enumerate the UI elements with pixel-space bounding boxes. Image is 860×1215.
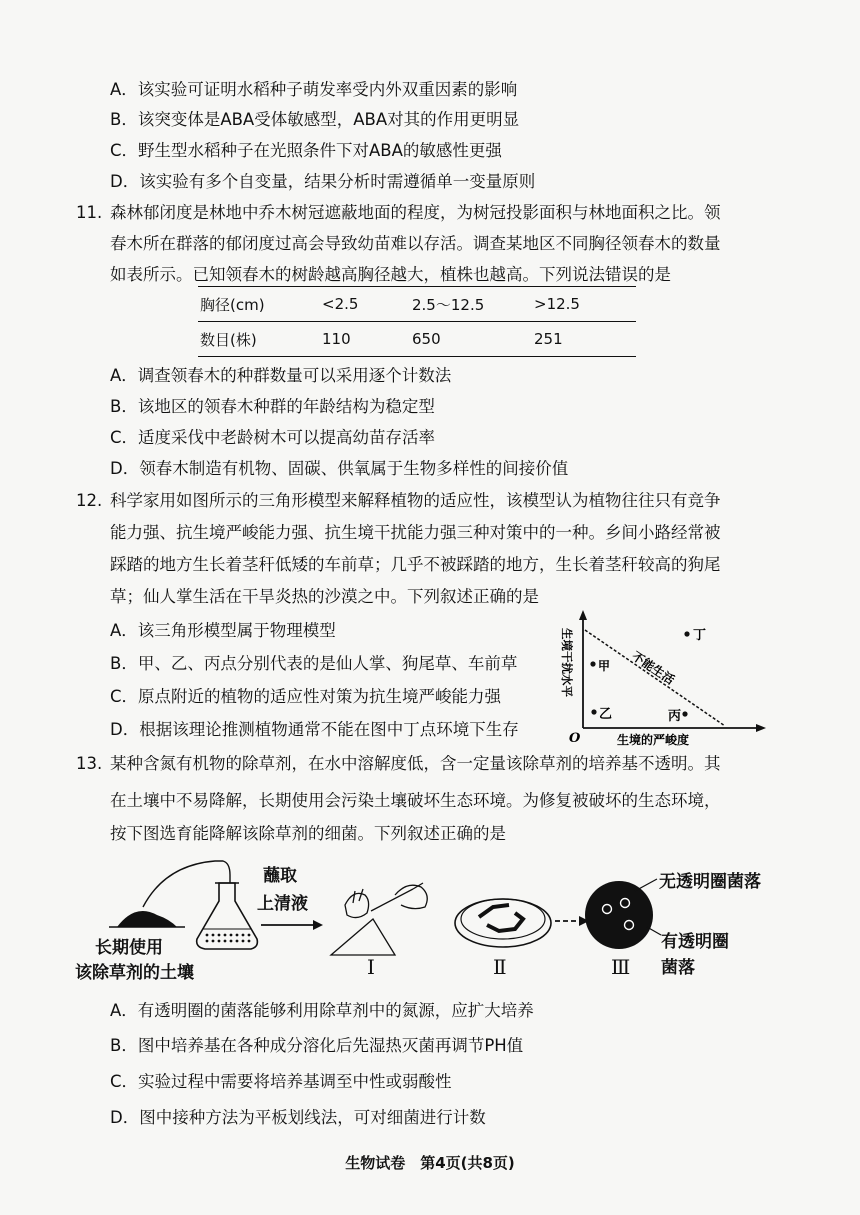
table-cell: 数目(株) (198, 322, 320, 357)
q11-stem-line-2: 春木所在群落的郁闭度过高会导致幼苗难以存活。调查某地区不同胸径领春木的数量 (110, 234, 721, 253)
q11-table (198, 286, 636, 357)
stage-label-2: Ⅱ (493, 955, 507, 979)
y-axis-label: 生境干扰水平 (560, 628, 574, 697)
table-header-cell: 2.5～12.5 (410, 287, 532, 322)
q12-option-d: D．根据该理论推测植物通常不能在图中丁点环境下生存 (110, 720, 519, 739)
q11-option-b: B．该地区的领春木种群的年龄结构为稳定型 (110, 397, 435, 416)
q12-option-c: C．原点附近的植物的适应性对策为抗生境严峻能力强 (110, 687, 502, 706)
q11-stem-line-1: 11. 森林郁闭度是林地中乔木树冠遮蔽地面的程度，为树冠投影面积与林地面积之比。领 (76, 203, 721, 222)
table-cell: 110 (320, 322, 410, 357)
soil-mound-icon (117, 911, 177, 927)
table-header-cell: <2.5 (320, 287, 410, 322)
q11-option-c: C．适度采伐中老龄树木可以提高幼苗存活率 (110, 428, 436, 447)
point-ding (684, 631, 689, 636)
q12-stem-line-3: 踩踏的地方生长着茎秆低矮的车前草；几乎不被踩踏的地方，生长着茎秆较高的狗尾 (110, 555, 721, 574)
q11-option-a: A．调查领春木的种群数量可以采用逐个计数法 (110, 366, 452, 385)
point-ding-label: 丁 (693, 628, 707, 643)
streaking-hands-icon (331, 883, 427, 955)
stage-label-1: Ⅰ (367, 955, 375, 979)
colony-plate-icon (585, 881, 653, 949)
q12-option-b: B．甲、乙、丙点分别代表的是仙人掌、狗尾草、车前草 (110, 654, 518, 673)
pointer-halo (647, 927, 661, 935)
soil-label-1: 长期使用 (95, 938, 163, 958)
q12-stem-line-1: 12. 科学家用如图所示的三角形模型来解释植物的适应性，该模型认为植物往往只有竞争 (76, 491, 721, 510)
point-bing (682, 711, 687, 716)
q12-number: 12. (76, 491, 103, 510)
page-footer: 生物试卷 第4页(共8页) (345, 1154, 515, 1172)
step-label-2: 上清液 (257, 894, 308, 914)
point-yi-label: 乙 (599, 707, 613, 722)
stage-label-3: Ⅲ (611, 955, 631, 979)
q10-option-a: A．该实验可证明水稻种子萌发率受内外双重因素的影响 (110, 80, 518, 99)
q13-number: 13. (76, 754, 103, 773)
x-axis-label: 生境的严峻度 (617, 733, 690, 747)
table-header-cell: >12.5 (532, 287, 636, 322)
petri-dish-streak-icon (455, 899, 551, 947)
q13-option-d: D．图中接种方法为平板划线法，可对细菌进行计数 (110, 1108, 486, 1127)
x-axis-arrow (756, 724, 766, 732)
q10-option-d: D．该实验有多个自变量，结果分析时需遵循单一变量原则 (110, 172, 536, 191)
q11-option-d: D．领春木制造有机物、固碳、供氧属于生物多样性的间接价值 (110, 459, 569, 478)
table-header-cell: 胸径(cm) (198, 287, 320, 322)
origin-label: O (569, 731, 581, 746)
q11-stem-line-3: 如表所示。已知领春木的树龄越高胸径越大，植株也越高。下列说法错误的是 (110, 265, 671, 284)
q13-option-c: C．实验过程中需要将培养基调至中性或弱酸性 (110, 1072, 452, 1091)
q13-stem-line-1: 13. 某种含氮有机物的除草剂，在水中溶解度低，含一定量该除草剂的培养基不透明。其 (76, 754, 721, 773)
q13-stem-line-2: 在土壤中不易降解，长期使用会污染土壤破坏生态环境。为修复被破坏的生态环境， (110, 791, 721, 810)
soil-label-2: 该除草剂的土壤 (75, 963, 194, 983)
point-jia (590, 661, 595, 666)
table-cell: 650 (410, 322, 532, 357)
point-jia-label: 甲 (598, 659, 611, 673)
transfer-tube (143, 861, 230, 907)
flask-icon (197, 883, 258, 949)
colony-no-halo-label: 无透明圈菌落 (659, 872, 761, 892)
diagonal-label: 不能生活 (629, 648, 677, 688)
q11-number: 11. (76, 203, 103, 222)
pointer-no-halo (635, 879, 657, 891)
q13-stem-line-3: 按下图选育能降解该除草剂的细菌。下列叙述正确的是 (110, 824, 506, 843)
colony-halo-label-2: 菌落 (661, 958, 695, 978)
q12-stem-line-2: 能力强、抗生境严峻能力强、抗生境干扰能力强三种对策中的一种。乡间小路经常被 (110, 523, 721, 542)
point-yi (591, 709, 596, 714)
q13-process-figure (75, 855, 815, 985)
table-cell: 251 (532, 322, 636, 357)
q10-option-c: C．野生型水稻种子在光照条件下对ABA的敏感性更强 (110, 141, 502, 160)
q13-option-a: A．有透明圈的菌落能够利用除草剂中的氮源，应扩大培养 (110, 1001, 534, 1020)
q12-option-a: A．该三角形模型属于物理模型 (110, 621, 336, 640)
y-axis-arrow (579, 610, 587, 620)
q10-option-b: B．该突变体是ABA受体敏感型，ABA对其的作用更明显 (110, 110, 520, 129)
colony-halo-label-1: 有透明圈 (661, 932, 729, 952)
q12-triangle-figure (555, 608, 770, 748)
step-label-1: 蘸取 (263, 866, 297, 886)
q13-option-b: B．图中培养基在各种成分溶化后先湿热灭菌再调节PH值 (110, 1036, 524, 1055)
point-bing-label: 丙 (668, 709, 682, 724)
q12-stem-line-4: 草；仙人掌生活在干旱炎热的沙漠之中。下列叙述正确的是 (110, 587, 539, 606)
